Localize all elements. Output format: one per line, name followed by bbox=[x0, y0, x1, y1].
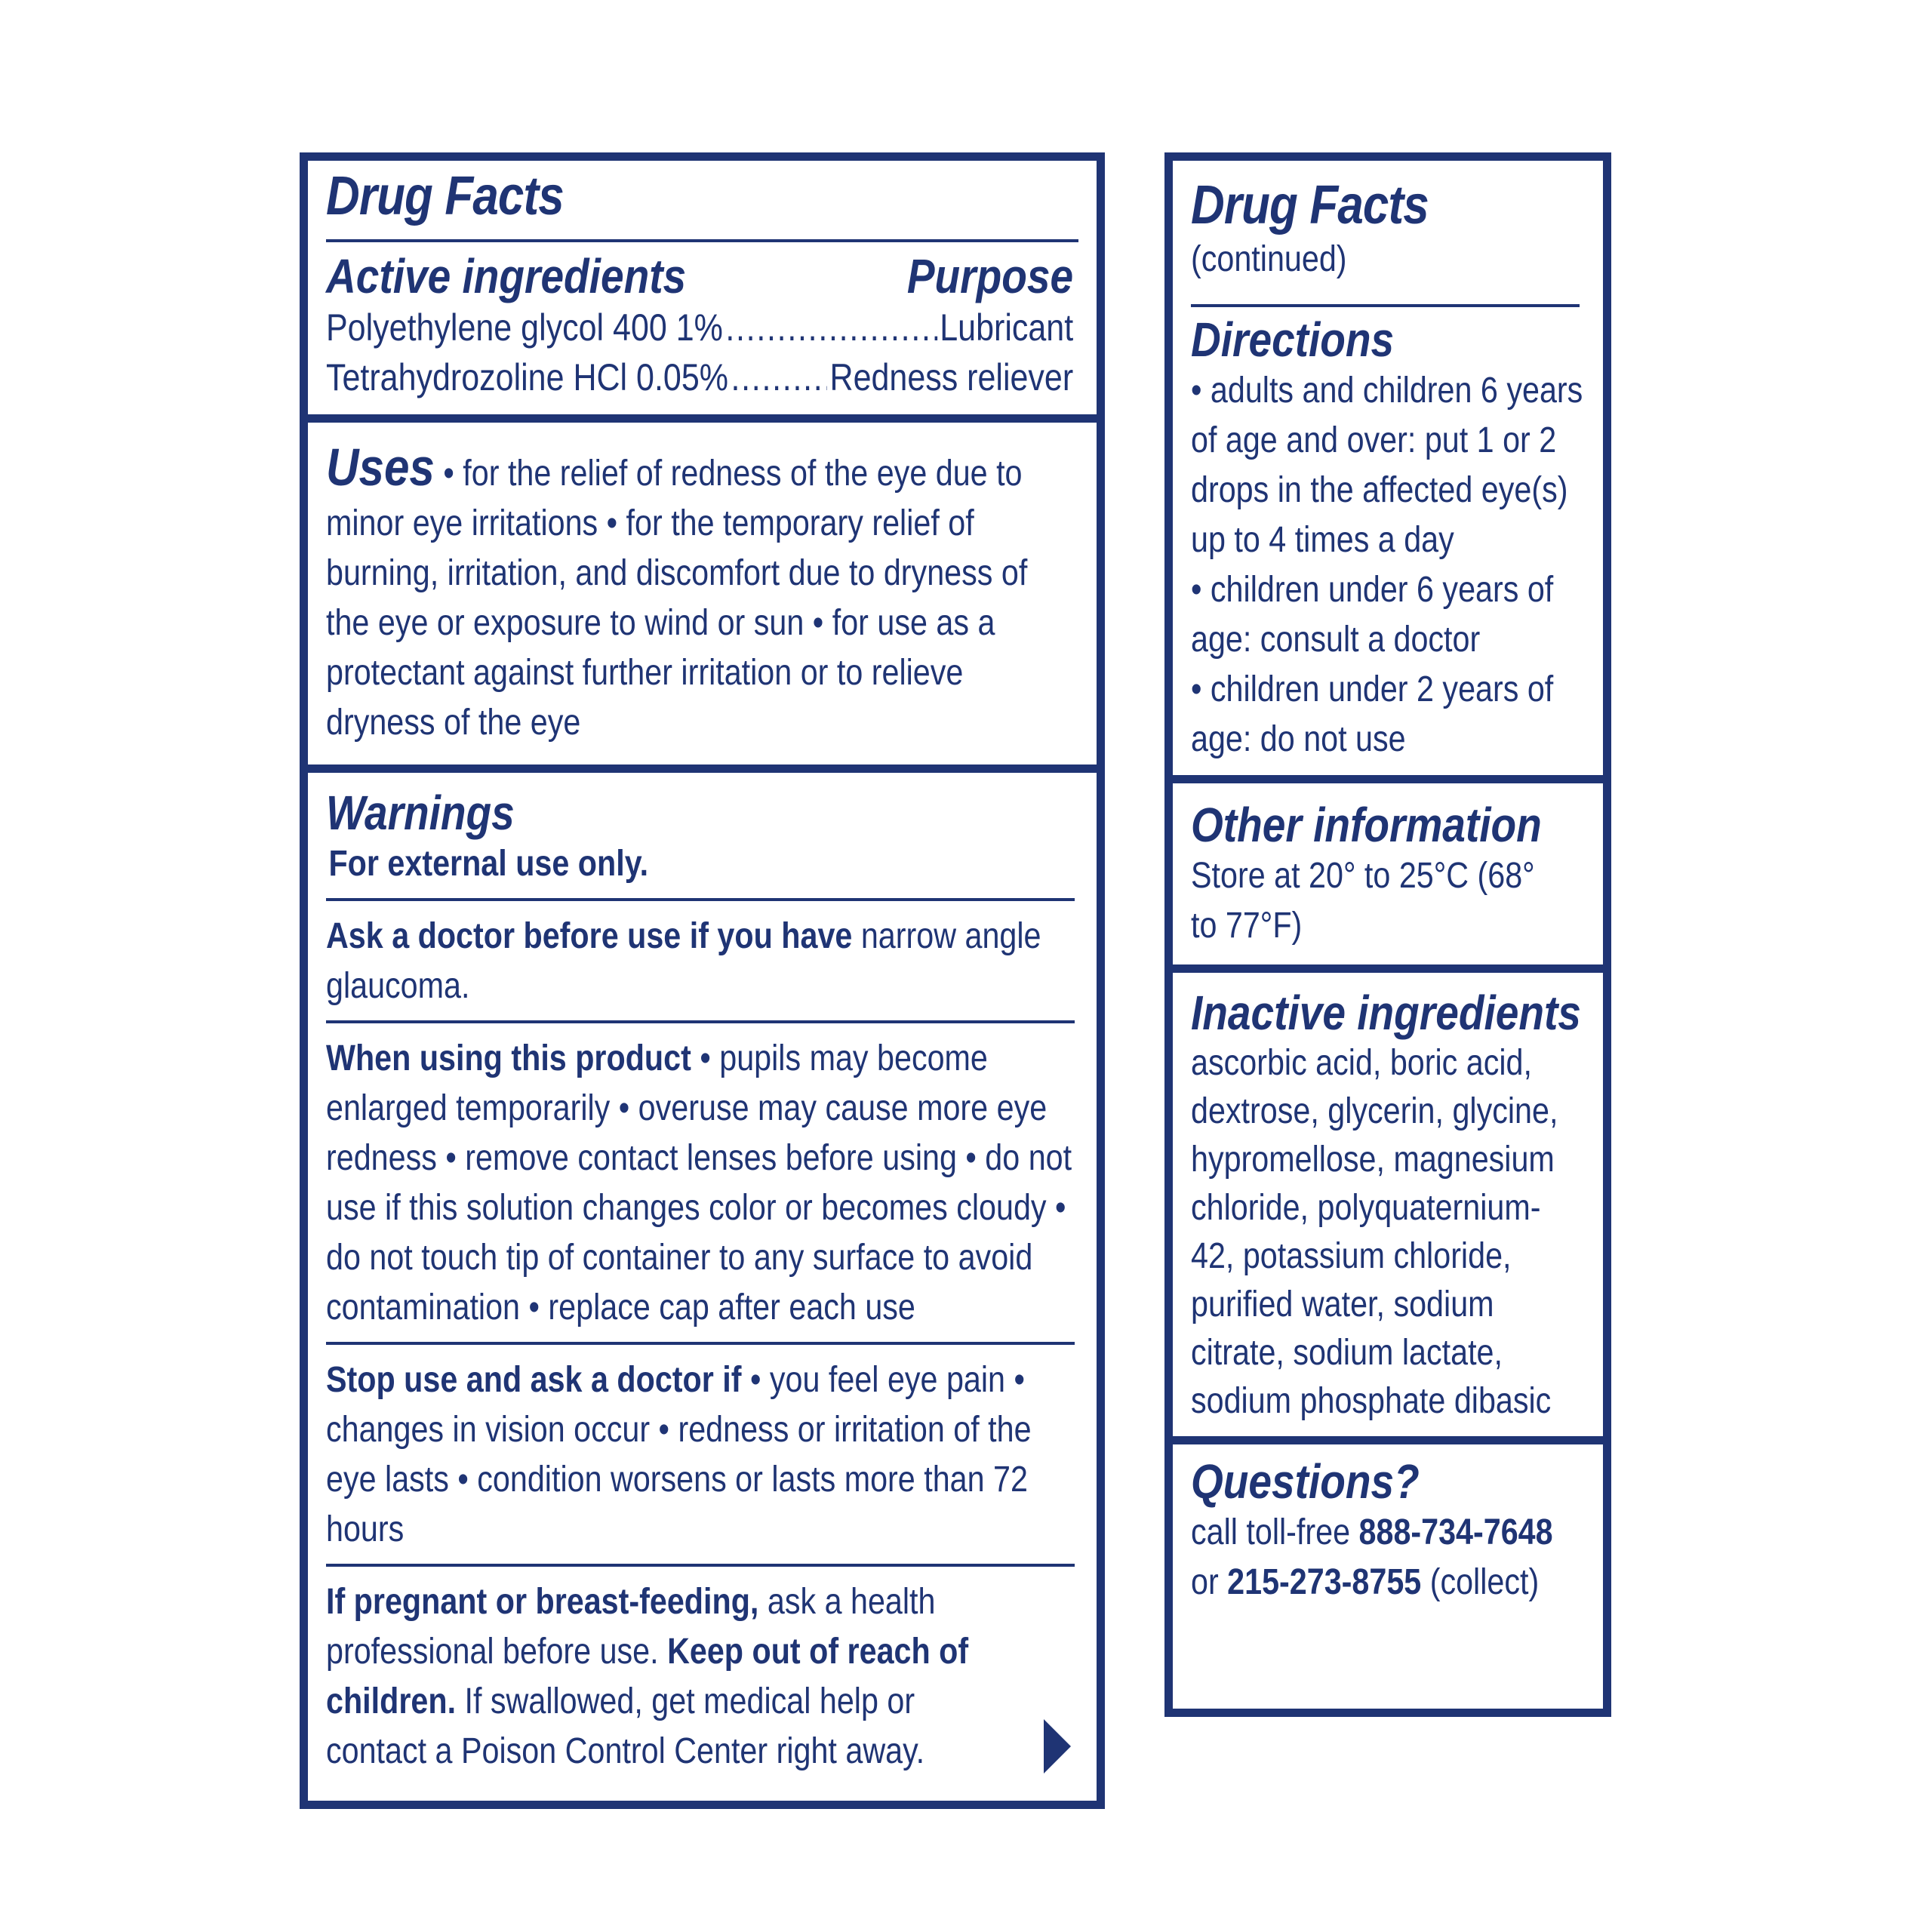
directions-adults: • adults and children 6 years of age and over: put 1 or 2 drops in the affected eye(s) up to 4 times a day bbox=[1191, 371, 1583, 560]
when-using-label: When using this product bbox=[326, 1038, 691, 1078]
ingredient-purpose: Lubricant bbox=[940, 306, 1074, 349]
drug-facts-title-continued: Drug Facts bbox=[1191, 175, 1429, 235]
leader-dots bbox=[731, 352, 827, 402]
warnings-rule bbox=[326, 898, 1075, 901]
active-ingredient-row bbox=[326, 352, 1073, 402]
external-use-note: For external use only. bbox=[328, 844, 649, 884]
inactive-ingredients-section bbox=[1173, 973, 1603, 1436]
warnings-rule bbox=[326, 1342, 1075, 1345]
title-rule bbox=[326, 239, 1078, 242]
pregnancy-warning bbox=[326, 1577, 975, 1777]
title-rule bbox=[1191, 304, 1580, 307]
toll-free-phone: 888-734-7648 bbox=[1358, 1512, 1553, 1552]
questions-text bbox=[1191, 1508, 1606, 1607]
warnings-rule bbox=[326, 1020, 1075, 1023]
ingredient-name: Tetrahydrozoline HCl 0.05% bbox=[326, 356, 728, 398]
uses-content bbox=[326, 438, 1033, 748]
toll-free-label: call toll-free bbox=[1191, 1512, 1359, 1552]
warnings-heading: Warnings bbox=[326, 786, 515, 840]
active-ingredients-list bbox=[326, 303, 1073, 414]
other-information-text: Store at 20° to 25°C (68° to 77°F) bbox=[1191, 856, 1535, 946]
collect-suffix: (collect) bbox=[1421, 1562, 1540, 1602]
collect-line bbox=[1191, 1558, 1606, 1607]
keep-out-label: Keep out of reach of children. bbox=[326, 1632, 969, 1721]
directions-heading: Directions bbox=[1191, 312, 1395, 367]
collect-prefix: or bbox=[1191, 1562, 1228, 1602]
directions-text bbox=[1191, 366, 1587, 764]
when-using-warning bbox=[326, 1034, 1075, 1333]
continued-header bbox=[1173, 161, 1603, 775]
drug-facts-title: Drug Facts bbox=[326, 166, 564, 226]
directions-under-6: • children under 6 years of age: consult a doctor bbox=[1191, 570, 1554, 660]
section-divider bbox=[1173, 775, 1603, 783]
section-divider bbox=[1173, 1436, 1603, 1444]
stop-use-label: Stop use and ask a doctor if bbox=[326, 1360, 742, 1400]
uses-section bbox=[308, 423, 1097, 764]
other-information-heading: Other information bbox=[1191, 798, 1542, 852]
other-information-section bbox=[1173, 783, 1603, 964]
section-divider bbox=[308, 764, 1097, 773]
warnings-section bbox=[308, 773, 1097, 1777]
purpose-heading: Purpose bbox=[906, 249, 1073, 303]
ingredient-purpose: Redness reliever bbox=[829, 356, 1074, 398]
uses-text: • for the relief of redness of the eye due to minor eye irritations • for the temporary relief of burning, irritation, and discomfort due to dryness of the eye or exposure to wind or sun • for use as a protectant against further irritation or to relieve dryness of the eye bbox=[326, 454, 1028, 743]
active-ingredients-heading: Active ingredients bbox=[326, 249, 687, 303]
inactive-ingredients-text: ascorbic acid, boric acid, dextrose, glycerin, glycine, hypromellose, magnesium chloride, polyquaternium-42, potassium chloride, purified water, sodium citrate, sodium lactate, sodium phosphate dibasic bbox=[1191, 1043, 1558, 1421]
section-divider bbox=[308, 414, 1097, 423]
questions-heading: Questions? bbox=[1191, 1454, 1420, 1509]
questions-section bbox=[1173, 1444, 1603, 1607]
active-ingredients-header-row bbox=[326, 250, 1073, 303]
directions-under-2: • children under 2 years of age: do not use bbox=[1191, 669, 1554, 759]
ask-doctor-text: narrow angle glaucoma. bbox=[326, 916, 1041, 1006]
triangle-right-icon bbox=[1044, 1719, 1071, 1774]
when-using-text: • pupils may become enlarged temporarily • overuse may cause more eye redness • remove contact lenses before using • do not use if this solution changes color or becomes cloudy • do not touch tip of container to any surface to avoid contamination • replace cap after each use bbox=[326, 1038, 1072, 1327]
inactive-ingredients-heading: Inactive ingredients bbox=[1191, 986, 1581, 1040]
collect-phone: 215-273-8755 bbox=[1227, 1562, 1422, 1602]
section-divider bbox=[1173, 964, 1603, 973]
ingredient-name: Polyethylene glycol 400 1% bbox=[326, 306, 723, 349]
leader-dots bbox=[725, 303, 937, 352]
drug-facts-panel-left bbox=[300, 152, 1105, 1809]
stop-use-text: • you feel eye pain • changes in vision occur • redness or irritation of the eye lasts • condition worsens or lasts more than 72 hours bbox=[326, 1360, 1032, 1549]
ask-doctor-warning bbox=[326, 912, 1072, 1011]
toll-free-line bbox=[1191, 1508, 1606, 1558]
active-ingredient-row bbox=[326, 303, 1073, 352]
warnings-rule bbox=[326, 1564, 1075, 1567]
pregnant-label: If pregnant or breast-feeding, bbox=[326, 1582, 759, 1622]
continued-label: (continued) bbox=[1191, 239, 1347, 279]
ask-doctor-label: Ask a doctor before use if you have bbox=[326, 916, 853, 956]
pregnant-text: ask a health professional before use. bbox=[326, 1582, 936, 1672]
stop-use-warning bbox=[326, 1355, 1060, 1555]
swallowed-text: If swallowed, get medical help or contact a Poison Control Center right away. bbox=[326, 1681, 925, 1771]
drug-facts-header bbox=[308, 161, 1097, 414]
drug-facts-panel-right bbox=[1164, 152, 1611, 1717]
uses-heading: Uses bbox=[326, 438, 435, 497]
